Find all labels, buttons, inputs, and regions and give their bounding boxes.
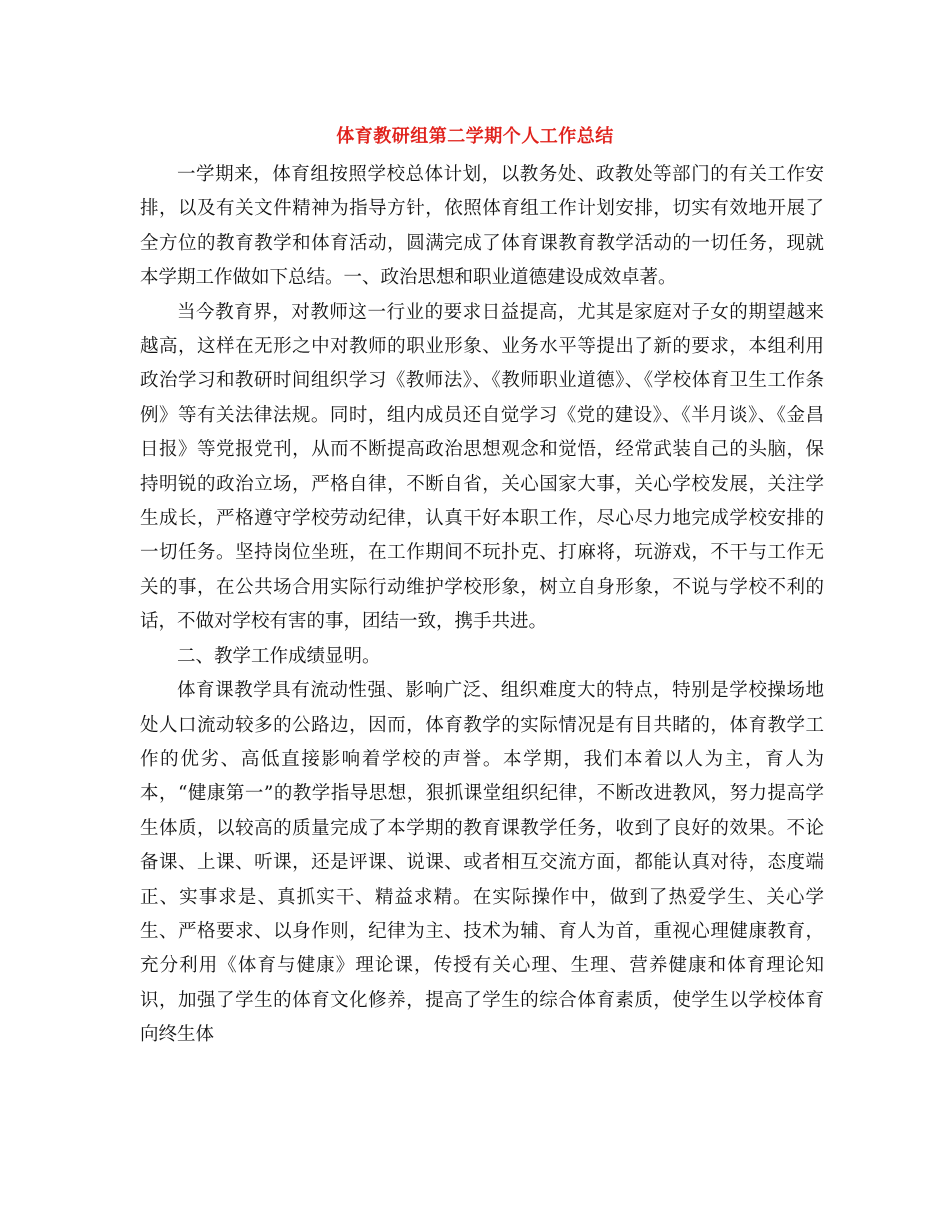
document-title: 体育教研组第二学期个人工作总结 (336, 126, 614, 147)
paragraph-teaching: 体育课教学具有流动性强、影响广泛、组织难度大的特点，特别是学校操场地处人口流动较多的公路边，因而，体育教学的实际情况是有目共睹的，体育教学工作的优劣、高低直接影响着学校的声誉。本学期，我们本着以人为主，育人为本，“健康第一”的教学指导思想，狠抓课堂组织纪律，不断改进教风，努力提高学生体质，以较高的质量完成了本学期的教育课教学任务，收到了良好的效果。不论备课、上课、听课，还是评课、说课、或者相互交流方面，都能认真对待，态度端正、实事求是、真抓实干、精益求精。在实际操作中，做到了热爱学生、关心学生、严格要求、以身作则，纪律为主、技术为辅、育人为首，重视心理健康教育，充分利用《体育与健康》理论课，传授有关心理、生理、营养健康和体育理论知识，加强了学生的体育文化修养，提高了学生的综合体育素质，使学生以学校体育向终生体 (140, 680, 824, 1046)
paragraph-intro: 一学期来，体育组按照学校总体计划，以教务处、政教处等部门的有关工作安排，以及有关文件精神为指导方针，依照体育组工作计划安排，切实有效地开展了全方位的教育教学和体育活动，圆满完成了体育课教育教学活动的一切任务，现就本学期工作做如下总结。一、政治思想和职业道德建设成效卓著。 (140, 164, 824, 289)
document-body (140, 158, 824, 1053)
section-heading-teaching: 二、教学工作成绩显明。 (177, 645, 381, 667)
paragraph-political: 当今教育界，对教师这一行业的要求日益提高，尤其是家庭对子女的期望越来越高，这样在无形之中对教师的职业形象、业务水平等提出了新的要求，本组利用政治学习和教研时间组织学习《教师法》、《教师职业道德》、《学校体育卫生工作条例》等有关法律法规。同时，组内成员还自觉学习《党的建设》、《半月谈》、《金昌日报》等党报党刊，从而不断提高政治思想观念和觉悟，经常武装自己的头脑，保持明锐的政治立场，严格自律，不断自省，关心国家大事，关心学校发展，关注学生成长，严格遵守学校劳动纪律，认真干好本职工作，尽心尽力地完成学校安排的一切任务。坚持岗位坐班，在工作期间不玩扑克、打麻将，玩游戏，不干与工作无关的事，在公共场合用实际行动维护学校形象，树立自身形象，不说与学校不利的话，不做对学校有害的事，团结一致，携手共进。 (140, 301, 824, 633)
